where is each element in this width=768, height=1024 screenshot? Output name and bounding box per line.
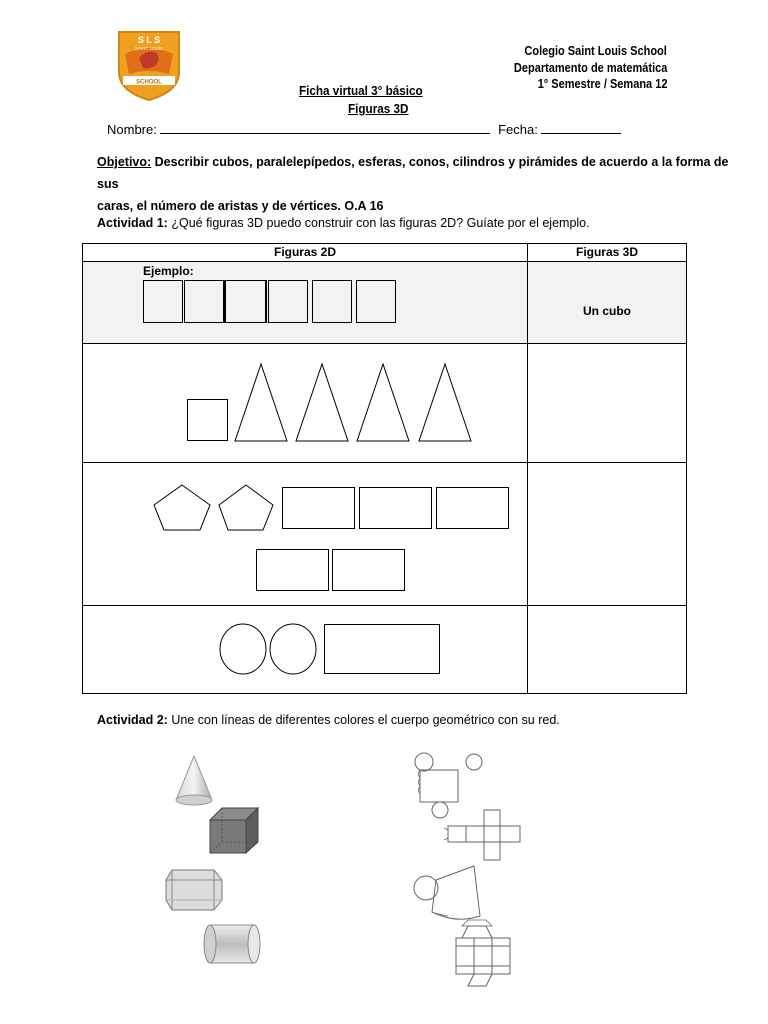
name-date-line xyxy=(107,120,621,137)
triangle-shape xyxy=(419,364,471,441)
example-answer-bg xyxy=(528,262,686,343)
objective-label: Objetivo: xyxy=(97,155,152,169)
date-label: Fecha: xyxy=(498,122,538,137)
pentagon-shape xyxy=(154,485,210,530)
activity2-label: Actividad 2: xyxy=(97,713,168,727)
date-input-line[interactable] xyxy=(541,120,621,134)
circle-shape xyxy=(270,624,316,674)
col-header-2d: Figuras 2D xyxy=(273,245,336,259)
hexagonal-prism-icon[interactable] xyxy=(166,870,222,910)
cube-icon[interactable] xyxy=(210,808,258,853)
activity1-label: Actividad 1: xyxy=(97,216,168,230)
prism-net-icon[interactable] xyxy=(456,920,510,986)
activity1-instruction xyxy=(97,212,590,234)
example-answer: Un cubo xyxy=(583,304,631,318)
row2-triangles xyxy=(83,244,527,695)
example-label: Ejemplo: xyxy=(143,264,194,278)
activity2-text: Une con líneas de diferentes colores el cuerpo geométrico con su red. xyxy=(167,713,560,727)
cylinder-icon[interactable] xyxy=(204,925,260,963)
cone-icon[interactable] xyxy=(176,756,212,805)
objective xyxy=(97,151,737,217)
name-input-line[interactable] xyxy=(160,120,490,134)
activity2-instruction xyxy=(97,709,560,731)
name-label: Nombre: xyxy=(107,122,157,137)
logo-top-text: S L S xyxy=(137,35,161,45)
triangle-shape xyxy=(235,364,287,441)
rectangle-shape xyxy=(359,487,432,529)
cylinder-net-icon[interactable] xyxy=(415,753,482,818)
school-name: Colegio Saint Louis School xyxy=(524,44,667,58)
logo-sub-text: SAINT LOUIS xyxy=(135,46,163,51)
cube-net-icon[interactable] xyxy=(444,810,520,860)
logo-band-text: SCHOOL xyxy=(136,79,162,86)
objective-text-1: Describir cubos, paralelepípedos, esferas, conos, cilindros y pirámides de acuerdo a la forma de sus xyxy=(97,155,729,191)
activity1-table xyxy=(82,243,687,694)
period: 1° Semestre / Semana 12 xyxy=(537,77,667,91)
worksheet-subtitle: Figuras 3D xyxy=(348,101,409,116)
rectangle-shape xyxy=(324,624,440,674)
triangle-shape xyxy=(357,364,409,441)
school-logo xyxy=(115,28,183,102)
cone-net-icon[interactable] xyxy=(414,866,480,919)
rectangle-shape xyxy=(332,549,405,591)
activity1-text: ¿Qué figuras 3D puedo construir con las figuras 2D? Guíate por el ejemplo. xyxy=(167,216,590,230)
activity2-figures xyxy=(0,740,768,1000)
rectangle-shape xyxy=(282,487,355,529)
pentagon-shape xyxy=(219,485,273,530)
triangle-shape xyxy=(296,364,348,441)
rectangle-shape xyxy=(436,487,509,529)
worksheet-title: Ficha virtual 3° básico xyxy=(299,83,423,98)
department: Departamento de matemática xyxy=(513,61,667,75)
col-header-3d: Figuras 3D xyxy=(575,245,638,259)
objective-text-2: caras, el número de aristas y de vértices. O.A 16 xyxy=(97,199,384,213)
circle-shape xyxy=(220,624,266,674)
rectangle-shape xyxy=(256,549,329,591)
